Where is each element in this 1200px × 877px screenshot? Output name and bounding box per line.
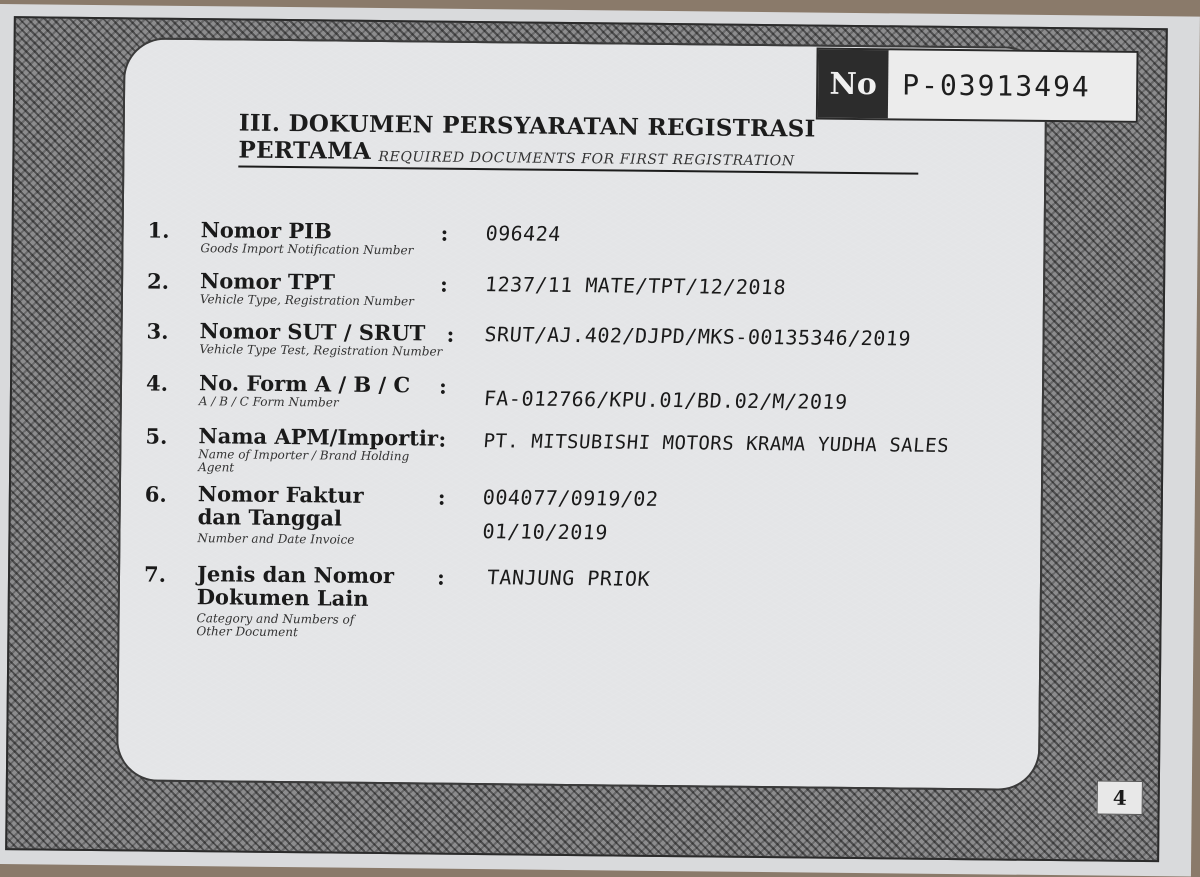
field-label-en: Number and Date Invoice <box>197 531 355 547</box>
field-value: 004077/0919/02 <box>481 485 660 511</box>
field-label: Nomor TPT <box>199 268 336 295</box>
field-number: 4. <box>145 370 169 396</box>
field-label-en: Name of Importer / Brand Holding Agent <box>198 447 410 475</box>
field-label-en: Category and Numbers of Other Document <box>196 611 355 640</box>
field-value: TANJUNG PRIOK <box>486 565 652 591</box>
field-value-date: 01/10/2019 <box>481 519 609 545</box>
field-colon: : <box>437 484 446 510</box>
field-label: Nomor PIB <box>200 217 332 244</box>
document-number-box <box>816 48 1139 123</box>
page-number: 4 <box>1097 781 1143 815</box>
field-label: Nomor Faktur dan Tanggal <box>197 481 364 531</box>
field-label: Jenis dan Nomor Dokumen Lain <box>196 561 395 611</box>
field-colon: : <box>436 564 445 590</box>
field-number: 7. <box>143 561 167 587</box>
field-number: 6. <box>144 481 167 507</box>
field-number: 1. <box>147 217 170 243</box>
section-subtitle: REQUIRED DOCUMENTS FOR FIRST REGISTRATION <box>378 148 795 170</box>
field-number: 5. <box>145 423 168 449</box>
section-title: III. DOKUMEN PERSYARATAN REGISTRASI PERTAMA <box>238 110 919 175</box>
field-label: No. Form A / B / C <box>198 370 411 398</box>
field-label: Nama APM/Importir <box>198 423 439 451</box>
document-number-label: No <box>818 50 889 119</box>
field-label: Nomor SUT / SRUT <box>199 318 426 346</box>
document-page <box>0 4 1200 877</box>
field-value: SRUT/AJ.402/DJPD/MKS-00135346/2019 <box>483 322 912 351</box>
field-colon: : <box>439 271 448 297</box>
document-number-value: P-03913494 <box>902 67 1091 103</box>
field-colon: : <box>446 321 455 347</box>
field-colon: : <box>438 373 447 399</box>
field-label-en: Goods Import Notification Number <box>200 241 414 258</box>
field-value: PT. MITSUBISHI MOTORS KRAMA YUDHA SALES <box>482 430 950 457</box>
field-number: 2. <box>146 268 170 294</box>
field-label-en: A / B / C Form Number <box>198 394 339 410</box>
field-number: 3. <box>146 318 169 344</box>
field-label-en: Vehicle Type, Registration Number <box>199 292 414 309</box>
field-colon: : <box>438 426 447 452</box>
field-value: 1237/11 MATE/TPT/12/2018 <box>484 272 788 300</box>
field-colon: : <box>440 220 449 246</box>
field-label-en: Vehicle Type Test, Registration Number <box>199 342 443 359</box>
field-value: FA-012766/KPU.01/BD.02/M/2019 <box>482 386 849 414</box>
field-value: 096424 <box>484 221 562 246</box>
